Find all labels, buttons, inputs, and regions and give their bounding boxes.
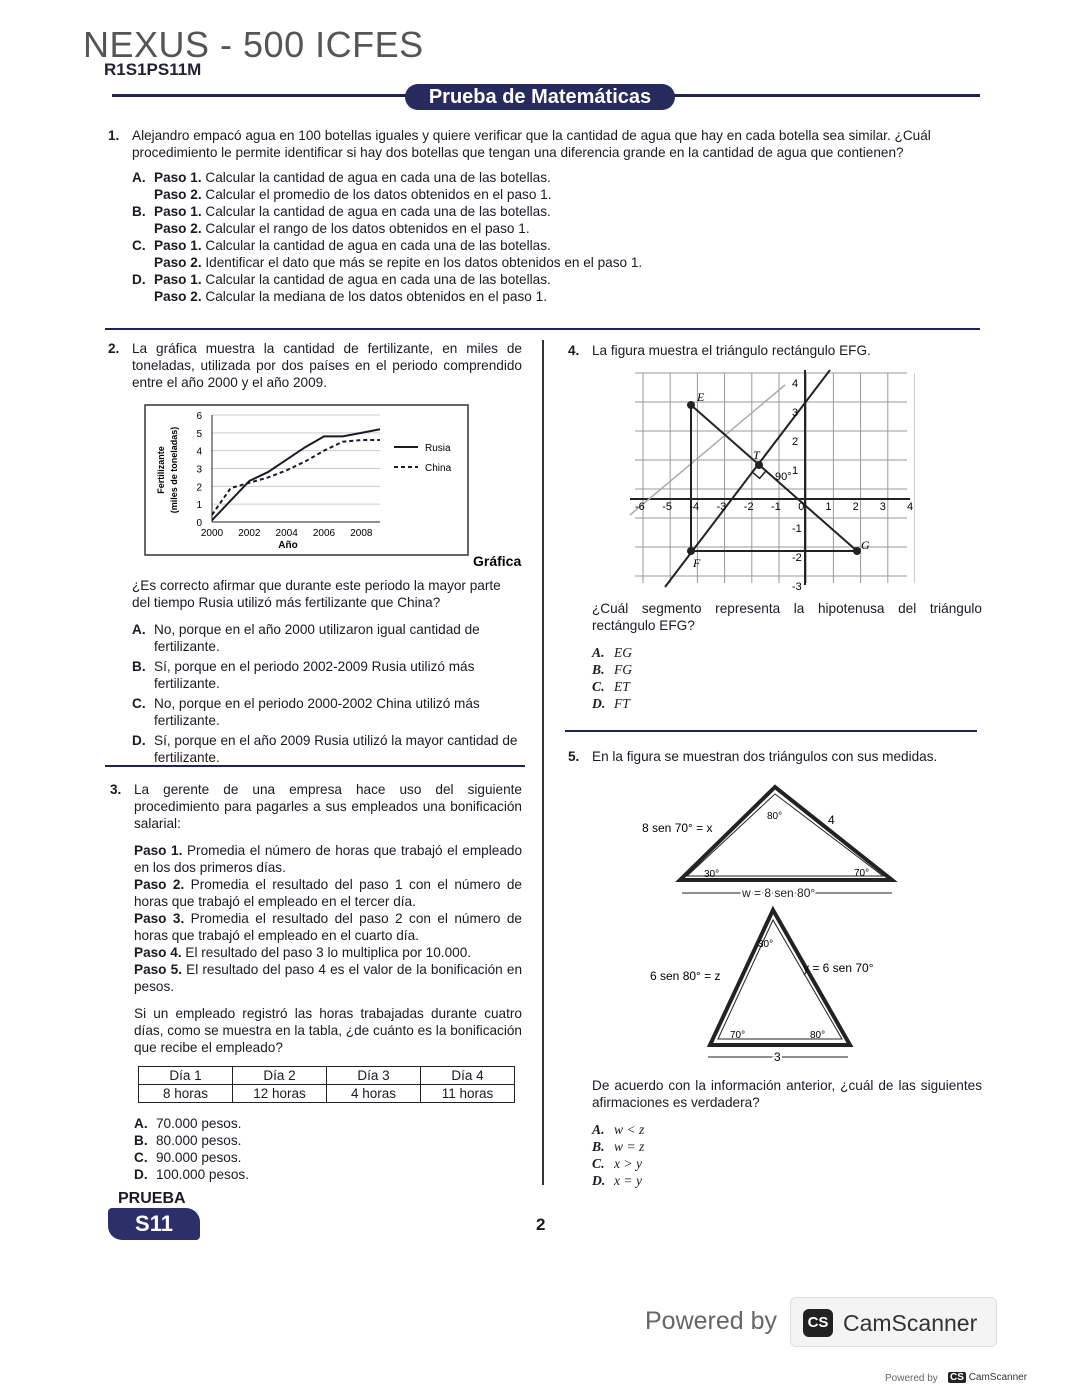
question-5-body — [592, 1077, 982, 1189]
step-label: Paso 2. — [154, 221, 202, 236]
step-label: Paso 1. — [154, 272, 202, 287]
column-divider — [542, 340, 544, 1185]
y-tick-label: 3 — [792, 407, 799, 419]
table-cell: 11 horas — [421, 1085, 515, 1103]
fertilizer-chart — [142, 402, 532, 572]
step-text: Calcular el rango de los datos obtenidos en el paso 1. — [205, 221, 530, 236]
option-letter: A. — [592, 1122, 605, 1137]
x-tick-label: 2002 — [238, 528, 261, 539]
table-header: Día 4 — [421, 1067, 515, 1085]
divider — [565, 730, 977, 732]
step-text: Calcular la cantidad de agua en cada una de las botellas. — [205, 272, 551, 287]
procedure-step — [134, 876, 522, 910]
step-line — [154, 203, 987, 220]
label-z: 6 sen 80° = z — [650, 969, 721, 983]
option-letter: C. — [134, 1150, 148, 1165]
option-text: FT — [614, 696, 630, 711]
y-tick-label: -2 — [792, 552, 802, 564]
step-label: Paso 1. — [154, 170, 202, 185]
section-banner: Prueba de Matemáticas — [405, 84, 675, 110]
x-tick-label: 2004 — [275, 528, 298, 539]
option-text: x = y — [614, 1173, 643, 1188]
cs-icon: CS — [803, 1309, 833, 1337]
procedure-step — [134, 944, 522, 961]
x-tick-label: -3 — [716, 501, 727, 513]
y-tick-label: 1 — [196, 500, 202, 512]
question-2: 2. La gráfica muestra la cantidad de fertilizante, en miles de toneladas, utilizada por dos países en el periodo comprendido entre el año 2000 y el año 2009. — [108, 341, 522, 390]
option-letter: A. — [592, 645, 605, 660]
question-text: La gerente de una empresa hace uso del siguiente procedimiento para pagarles a sus empleados una bonificación salarial: — [134, 782, 522, 831]
option-text: EG — [614, 645, 633, 660]
powered-by-small: Powered by — [885, 1373, 938, 1384]
answer-option[interactable] — [132, 169, 987, 203]
camscanner-text: CamScanner — [843, 1310, 978, 1336]
angle-right: 80° — [810, 1030, 826, 1041]
step-label: Paso 1. — [134, 843, 183, 858]
option-text: Sí, porque en el año 2009 Rusia utilizó la mayor cantidad de fertilizante. — [154, 733, 518, 765]
answer-option[interactable] — [132, 695, 522, 729]
answer-option[interactable] — [592, 1138, 982, 1155]
cs-icon-small: CS — [950, 1372, 964, 1383]
option-letter: D. — [132, 733, 146, 748]
answer-option[interactable] — [132, 658, 522, 692]
option-letter: B. — [592, 1139, 605, 1154]
question-text: La figura muestra el triángulo rectángulo EFG. — [592, 343, 871, 358]
step-text: Promedia el resultado del paso 1 con el número de horas que trabajó el empleado en el tercer día. — [134, 877, 522, 909]
chart-caption: Gráfica — [473, 553, 522, 569]
option-text: 90.000 pesos. — [156, 1150, 242, 1165]
x-tick-label: 0 — [798, 501, 805, 513]
brand-title: NEXUS - 500 ICFES — [83, 24, 424, 65]
option-letter: D. — [134, 1167, 148, 1182]
table-header: Día 3 — [327, 1067, 421, 1085]
answer-option[interactable] — [132, 732, 522, 766]
label-base-3: 3 — [774, 1050, 781, 1064]
option-text: FG — [614, 662, 633, 677]
x-tick-label: 2006 — [312, 528, 336, 539]
x-tick-label: -2 — [743, 501, 754, 513]
series-line-rusia — [212, 429, 380, 520]
y-tick-label: 4 — [196, 446, 202, 458]
step-label: Paso 2. — [154, 255, 202, 270]
step-text: Calcular la cantidad de agua en cada una de las botellas. — [205, 170, 551, 185]
step-line — [154, 186, 987, 203]
angle-right: 70° — [854, 868, 870, 879]
x-tick-label: 3 — [879, 501, 886, 513]
y-tick-label: 0 — [196, 518, 202, 529]
y-tick-label: 5 — [196, 428, 202, 440]
label-F: F — [693, 556, 701, 570]
step-text: El resultado del paso 4 es el valor de la bonificación en pesos. — [134, 962, 522, 994]
option-text: x > y — [614, 1156, 643, 1171]
question-4-body — [592, 600, 982, 712]
angle-top: 30° — [758, 939, 774, 950]
option-text: 70.000 pesos. — [156, 1116, 242, 1131]
x-tick-label: -1 — [771, 501, 781, 513]
y-tick-label: 3 — [196, 464, 202, 476]
angle-left: 70° — [730, 1030, 746, 1041]
step-label: Paso 1. — [154, 238, 202, 253]
angle-left: 30° — [704, 869, 720, 880]
step-label: Paso 1. — [154, 204, 202, 219]
question-text: Alejandro empacó agua en 100 botellas iguales y quiere verificar que la cantidad de agua que hay en cada botella sea similar. ¿Cuál procedimiento le permite identificar si hay dos botellas que tengan una diferencia grande en la cantidad de agua que contienen? — [132, 128, 931, 160]
step-label: Paso 2. — [154, 187, 202, 202]
step-text: Calcular el promedio de los datos obtenidos en el paso 1. — [205, 187, 552, 202]
answer-option[interactable] — [134, 1166, 522, 1183]
step-line — [154, 271, 987, 288]
question-2-body — [132, 577, 522, 769]
answer-option[interactable] — [132, 237, 987, 271]
table-cell: 12 horas — [233, 1085, 327, 1103]
angle-top: 80° — [767, 811, 783, 822]
option-letter: B. — [132, 659, 146, 674]
label-w: w = 8 sen 80° — [742, 886, 816, 900]
option-letter: B. — [134, 1133, 148, 1148]
option-letter: A. — [132, 622, 146, 637]
step-label: Paso 2. — [154, 289, 202, 304]
question-1: 1. Alejandro empacó agua en 100 botellas iguales y quiere verificar que la cantidad de agua que hay en cada botella sea similar. ¿Cuál procedimiento le permite identificar si hay dos botellas que tengan una diferencia grande en la cantidad de agua que contienen? A. Paso 1. Calcular la cantidad de agua en cada una de las botellas. Paso 2. Calcular el promedio de los datos obtenidos en el paso 1. B. Paso 1. Calcular la cantidad de agua en cada una de las botellas. Paso 2. Calcular el rango de los datos obtenidos en el paso 1. C. Paso 1. Calcular la cantidad de agua en cada una de las botellas. Paso 2. Identificar el dato que más se repite en los datos obtenidos en el paso 1. D. Paso 1. Calcular la cantidad de agua en cada una de las botellas. Paso 2. Calcular la mediana de los datos obtenidos en el paso 1. — [132, 127, 987, 305]
step-line — [154, 237, 987, 254]
option-letter: D. — [592, 696, 606, 711]
step-text: Calcular la cantidad de agua en cada una de las botellas. — [205, 238, 551, 253]
question-prompt: ¿Es correcto afirmar que durante este periodo la mayor parte del tiempo Rusia utilizó más fertilizante que China? — [132, 578, 501, 610]
table-header: Día 1 — [139, 1067, 233, 1085]
label-x: 8 sen 70° = x — [642, 821, 713, 835]
coordinate-figure — [625, 365, 915, 590]
question-text: En la figura se muestran dos triángulos con sus medidas. — [592, 749, 938, 764]
label-E: E — [697, 390, 705, 404]
question-text: La gráfica muestra la cantidad de fertilizante, en miles de toneladas, utilizada por dos países en el periodo comprendido entre el año 2000 y el año 2009. — [132, 341, 522, 390]
option-text: ET — [614, 679, 630, 694]
divider — [105, 765, 525, 767]
step-text: El resultado del paso 3 lo multiplica por 10.000. — [185, 945, 472, 960]
prueba-label: PRUEBA — [118, 1190, 186, 1207]
x-tick-label: 4 — [907, 501, 914, 513]
step-line — [154, 254, 987, 271]
option-text: No, porque en el año 2000 utilizaron igual cantidad de fertilizante. — [154, 622, 480, 654]
label-angle: 90° — [775, 471, 792, 483]
answer-option[interactable] — [132, 203, 987, 237]
question-5: 5. En la figura se muestran dos triángulos con sus medidas. — [592, 748, 982, 765]
legend-label: Rusia — [425, 443, 451, 454]
question-prompt: ¿Cuál segmento representa la hipotenusa del triángulo rectángulo EFG? — [592, 601, 982, 633]
answer-option[interactable] — [134, 1149, 522, 1166]
x-tick-label: -6 — [635, 501, 645, 513]
triangles-figure — [630, 775, 930, 1065]
step-label: Paso 3. — [134, 911, 185, 926]
series-line-china — [212, 440, 380, 515]
question-prompt: Si un empleado registró las horas trabajadas durante cuatro días, como se muestra en la tabla, ¿de cuánto es la bonificación que recibe el empleado? — [134, 1006, 522, 1055]
step-text: Promedia el número de horas que trabajó el empleado en los dos primeros días. — [134, 843, 523, 875]
label-side-4: 4 — [828, 813, 835, 827]
chart-frame — [145, 405, 468, 555]
step-text: Calcular la cantidad de agua en cada una de las botellas. — [205, 204, 551, 219]
answer-option[interactable] — [592, 678, 982, 695]
page-number: 2 — [536, 1215, 546, 1234]
question-4: 4. La figura muestra el triángulo rectángulo EFG. — [592, 342, 982, 359]
procedure-step — [134, 842, 522, 876]
y-tick-label: 6 — [196, 411, 202, 422]
option-letter: C. — [132, 238, 146, 253]
y-tick-label: 2 — [792, 436, 799, 448]
answer-option[interactable] — [132, 271, 987, 305]
x-tick-label: 2 — [852, 501, 859, 513]
answer-option[interactable] — [592, 661, 982, 678]
camscanner-small — [948, 1372, 1027, 1383]
step-text: Promedia el resultado del paso 2 con el número de horas que trabajó el empleado en el cuarto día. — [134, 911, 522, 943]
option-text: 80.000 pesos. — [156, 1133, 242, 1148]
hours-table — [138, 1066, 515, 1103]
step-line — [154, 169, 987, 186]
option-letter: D. — [132, 272, 146, 287]
divider — [105, 328, 980, 330]
answer-option[interactable] — [592, 1121, 982, 1138]
answer-option[interactable] — [132, 621, 522, 655]
step-text: Calcular la mediana de los datos obtenidos en el paso 1. — [205, 289, 547, 304]
option-letter: C. — [132, 696, 146, 711]
exam-code: R1S1PS11M — [104, 60, 202, 79]
step-text: Identificar el dato que más se repite en los datos obtenidos en el paso 1. — [205, 255, 643, 270]
step-label: Paso 5. — [134, 962, 182, 977]
table-cell: 8 horas — [139, 1085, 233, 1103]
label-G: G — [861, 538, 870, 552]
camscanner-small-text: CamScanner — [968, 1372, 1028, 1383]
option-letter: D. — [592, 1173, 606, 1188]
option-text: w = z — [614, 1139, 645, 1154]
answer-option[interactable] — [592, 695, 982, 712]
x-tick-label: -5 — [662, 501, 672, 513]
question-3: 3. La gerente de una empresa hace uso del siguiente procedimiento para pagarles a sus empleados una bonificación salarial: Paso 1. Promedia el número de horas que trabajó el empleado en los dos primeros días. Paso 2. Promedia el resultado del paso 1 con el número de horas que trabajó el empleado en el tercer día. Paso 3. Promedia el resultado del paso 2 con el número de horas que trabajó el empleado en el cuarto día. Paso 4. El resultado del paso 3 lo multiplica por 10.000. Paso 5. El resultado del paso 4 es el valor de la bonificación en pesos. Si un empleado registró las horas trabajadas durante cuatro días, como se muestra en la tabla, ¿de cuánto es la bonificación que recibe el empleado? Día 1 Día 2 Día 3 Día 4 8 horas 12 horas 4 horas 11 horas A. 70.000 pesos. B. 80.000 pesos. C. 90.000 pesos. D. 100.000 pesos. — [110, 782, 523, 1182]
legend-label: China — [425, 463, 452, 474]
option-letter: C. — [592, 1156, 605, 1171]
powered-by: Powered by — [645, 1307, 778, 1335]
x-tick-label: 1 — [825, 501, 832, 513]
table-header: Día 2 — [233, 1067, 327, 1085]
answer-option[interactable] — [592, 1155, 982, 1172]
answer-option[interactable] — [134, 1132, 522, 1149]
label-y: y = 6 sen 70° — [803, 961, 874, 975]
option-text: Sí, porque en el periodo 2002-2009 Rusia utilizó más fertilizante. — [154, 659, 475, 691]
x-tick-label: 2000 — [200, 528, 224, 539]
y-tick-label: 1 — [792, 465, 799, 477]
step-label: Paso 2. — [134, 877, 185, 892]
option-letter: A. — [134, 1116, 148, 1131]
y-tick-label: -3 — [792, 581, 802, 590]
option-text: w < z — [614, 1122, 645, 1137]
label-T: T — [753, 448, 760, 462]
question-prompt: De acuerdo con la información anterior, ¿cuál de las siguientes afirmaciones es verdadera? — [592, 1078, 982, 1110]
option-letter: C. — [592, 679, 605, 694]
step-line — [154, 220, 987, 237]
y-axis-label: (miles de toneladas) — [169, 426, 179, 514]
step-label: Paso 4. — [134, 945, 182, 960]
answer-option[interactable] — [134, 1115, 522, 1132]
y-tick-label: 4 — [792, 378, 799, 390]
answer-option[interactable] — [592, 1172, 982, 1189]
option-text: 100.000 pesos. — [156, 1167, 249, 1182]
answer-option[interactable] — [592, 644, 982, 661]
x-tick-label: 2008 — [350, 528, 373, 539]
procedure-step — [134, 961, 522, 995]
procedure-step — [134, 910, 522, 944]
option-letter: B. — [132, 204, 146, 219]
x-axis-label: Año — [278, 540, 298, 551]
option-letter: B. — [592, 662, 605, 677]
y-tick-label: 2 — [196, 482, 202, 494]
y-axis-label: Fertilizante — [156, 446, 166, 494]
camscanner-logo — [790, 1297, 997, 1347]
table-cell: 4 horas — [327, 1085, 421, 1103]
step-line — [154, 288, 987, 305]
option-text: No, porque en el periodo 2000-2002 China utilizó más fertilizante. — [154, 696, 480, 728]
y-tick-label: -1 — [792, 523, 802, 535]
section-badge: S11 — [108, 1208, 200, 1240]
x-tick-label: -4 — [689, 501, 700, 513]
option-letter: A. — [132, 170, 146, 185]
